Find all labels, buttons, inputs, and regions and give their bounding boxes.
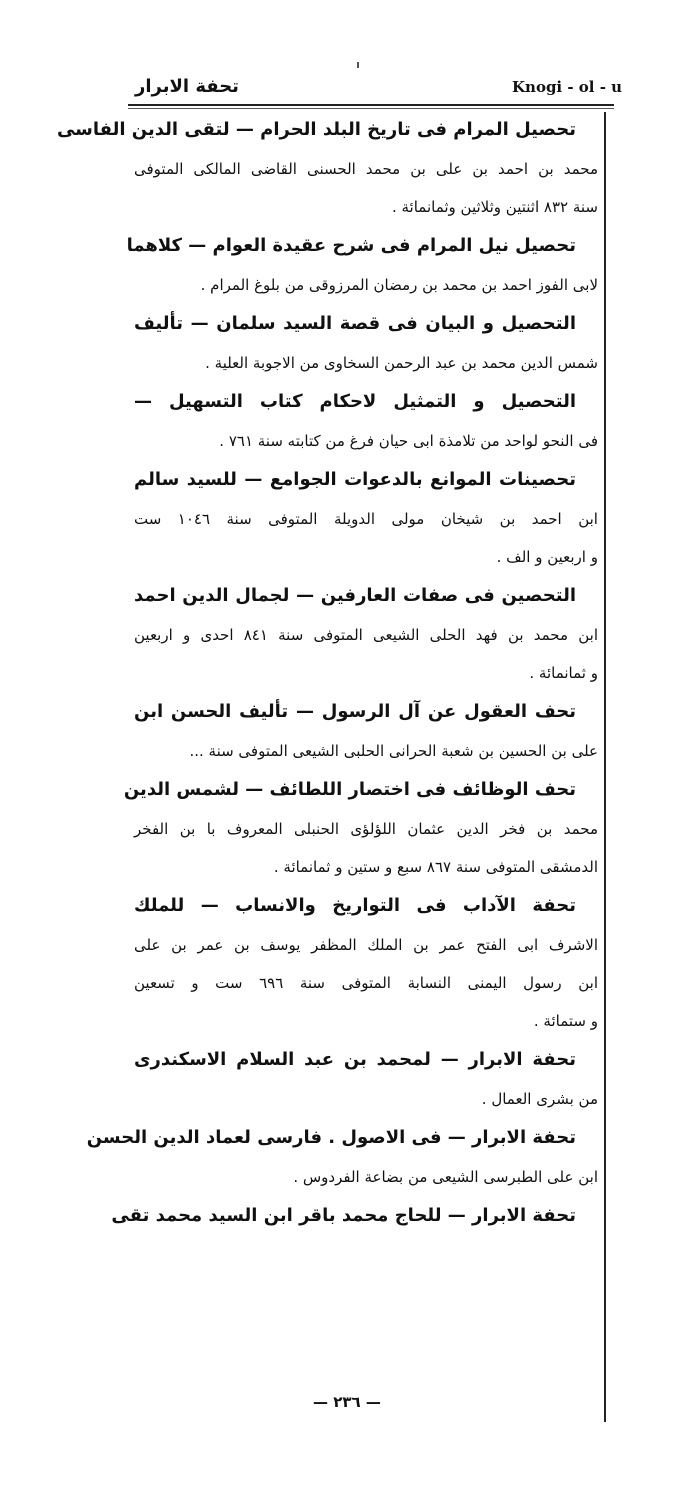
entry-text-line: ابن رسول اليمنى النسابة المتوفى سنة ٦٩٦ ست و تسعين (134, 974, 598, 992)
bibliography-entry (86, 1118, 598, 1196)
entry-text-line: و ستمائة . (533, 1012, 598, 1030)
entry-title-line: تحصيل نيل المرام فى شرح عقيدة العوام — كلاهما (126, 235, 576, 256)
entry-text-line: من بشرى العمال . (481, 1090, 598, 1108)
entry-title-line: تحفة الابرار — للحاج محمد باقر ابن السيد محمد تقى (111, 1205, 576, 1226)
entry-text-line: محمد بن احمد بن على بن محمد الحسنى القاضى المالكى المتوفى (134, 160, 598, 178)
entry-text-line: و اربعين و الف . (496, 548, 598, 566)
entry-title-line: التحصيل و التمثيل لاحكام كتاب التسهيل — (134, 391, 576, 412)
bibliography-entry (123, 770, 598, 886)
entry-title-line: التحصيل و البيان فى قصة السيد سلمان — تأليف (134, 313, 576, 334)
entry-title-line: تحف العقول عن آل الرسول — تأليف الحسن ابن (134, 701, 576, 722)
bibliography-entry (128, 460, 598, 576)
bibliography-entry (128, 382, 598, 460)
bibliography-entry (128, 886, 598, 1040)
header-rule-secondary (128, 108, 614, 109)
entry-text-line: الاشرف ابى الفتح عمر بن الملك المظفر يوسف بن عمر بن على (134, 936, 598, 954)
bibliography-entry (128, 692, 598, 770)
page-number: — ٢٣٦ — (313, 1393, 381, 1411)
entry-title-line: التحصين فى صفات العارفين — لجمال الدين احمد (134, 585, 576, 606)
bibliography-entry (56, 110, 598, 226)
entry-title-line: تحفة الابرار — فى الاصول . فارسى لعماد الدين الحسن (86, 1127, 576, 1148)
entry-text-line: شمس الدين محمد بن عبد الرحمن السخاوى من الاجوبة العلية . (205, 354, 598, 372)
bibliography-entry (128, 1040, 598, 1118)
entry-title-line: تحصينات الموانع بالدعوات الجوامع — للسيد سالم (134, 469, 576, 490)
entry-text-line: سنة ٨٣٢ اثنتين وثلاثين وثمانمائة . (391, 198, 598, 216)
entry-title-line: تحفة الآداب فى التواريخ والانساب — للملك (134, 895, 576, 916)
entry-text-line: و ثمانمائة . (529, 664, 598, 682)
entry-text-line: ابن على الطبرسى الشيعى من بضاعة الفردوس . (293, 1168, 598, 1186)
entry-text-line: لابى الفوز احمد بن محمد بن رمضان المرزوقى من بلوغ المرام . (200, 276, 598, 294)
bibliography-entry (128, 226, 598, 304)
entry-title-line: تحفة الابرار — لمحمد بن عبد السلام الاسكندرى (134, 1049, 576, 1070)
scan-mark (357, 62, 359, 68)
entry-text-line: محمد بن فخر الدين عثمان اللؤلؤى الحنبلى المعروف با بن الفخر (134, 820, 598, 838)
bibliography-entry (128, 304, 598, 382)
entry-title-line: تحصيل المرام فى تاريخ البلد الحرام — لتقى الدين الفاسى (56, 119, 576, 140)
entry-text-line: ابن احمد بن شيخان مولى الدويلة المتوفى سنة ١٠٤٦ ست (134, 510, 598, 528)
bibliography-entry (111, 1196, 598, 1236)
bibliography-entry (128, 576, 598, 692)
header-rule (128, 104, 614, 106)
entry-text-line: ابن محمد بن فهد الحلى الشيعى المتوفى سنة ٨٤١ احدى و اربعين (134, 626, 598, 644)
margin-rule (604, 112, 606, 1422)
running-title-latin: Knogi - ol - u (512, 78, 623, 96)
entry-title-line: تحف الوظائف فى اختصار اللطائف — لشمس الدين (123, 779, 576, 800)
running-title-arabic: تحفة الابرار (135, 76, 239, 97)
entry-text-line: الدمشقى المتوفى سنة ٨٦٧ سبع و ستين و ثمانمائة . (273, 858, 598, 876)
entry-text-line: فى النحو لواحد من تلامذة ابى حيان فرغ من كتابته سنة ٧٦١ . (219, 432, 598, 450)
entry-text-line: على بن الحسين بن شعبة الحرانى الحلبى الشيعى المتوفى سنة ... (189, 742, 598, 760)
entries-list (56, 110, 598, 1236)
